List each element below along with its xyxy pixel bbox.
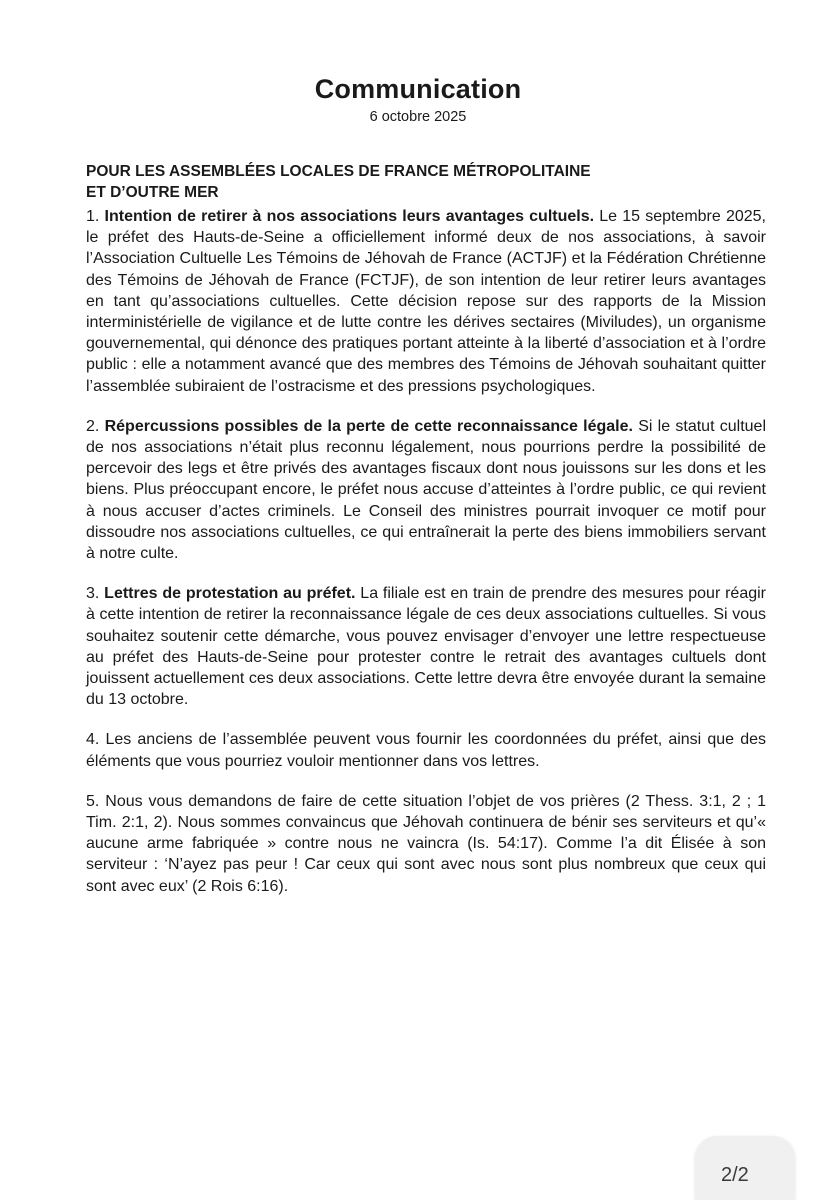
paragraph-1-title: Intention de retirer à nos associations leurs avantages cultuels.	[104, 208, 595, 225]
document-body	[86, 206, 766, 916]
page-indicator[interactable]	[695, 1136, 795, 1200]
paragraph-5	[86, 791, 766, 897]
document-title: Communication	[314, 74, 522, 104]
paragraph-4	[86, 729, 766, 771]
paragraph-3-text: La filiale est en train de prendre des mesures pour réagir à cette intention de retirer la reconnaissance légale de ces deux associations cultuelles. Si vous souhaitez soutenir cette démarche, vous pouvez envisager d’envoyer une lettre respectueuse au préfet des Hauts-de-Seine pour protester contre le retrait des avantages cultuels dont jouissent actuellement ces deux associations. Cette lettre devra être envoyée durant la semaine du 13 octobre.	[86, 585, 767, 709]
paragraph-3	[86, 583, 766, 710]
section-heading-line2: ET D’OUTRE MER	[86, 184, 219, 201]
section-heading	[86, 161, 726, 203]
document-date: 6 octobre 2025	[369, 109, 467, 125]
paragraph-3-number: 3.	[86, 585, 105, 603]
page-indicator-label: 2/2	[721, 1164, 749, 1186]
paragraph-1-number: 1.	[86, 208, 105, 225]
paragraph-2-number: 2.	[86, 417, 105, 435]
paragraph-5-text: 5. Nous vous demandons de faire de cette situation l’objet de vos prières (2 Thess. 3:1, 2 ; 1 Tim. 2:1, 2). Nous sommes convaincus que Jéhovah continuera de bénir ses serviteurs et qu’« aucune arme fabriquée » contre nous ne vaincra (Is. 54:17). Comme l’a dit Élisée à son serviteur : ‘N’ayez pas peur ! Car ceux qui sont avec nous sont plus nombreux que ceux qui sont avec eux’ (2 Rois 6:16).	[86, 792, 766, 895]
paragraph-2-title: Répercussions possibles de la perte de cette reconnaissance légale.	[104, 417, 633, 435]
paragraph-4-text: 4. Les anciens de l’assemblée peuvent vous fournir les coordonnées du préfet, ainsi que des éléments que vous pourriez vouloir mentionner dans vos lettres.	[86, 731, 766, 770]
paragraph-3-title: Lettres de protestation au préfet.	[104, 585, 356, 603]
paragraph-2	[86, 416, 766, 564]
section-heading-line1: POUR LES ASSEMBLÉES LOCALES DE FRANCE MÉTROPOLITAINE	[86, 163, 591, 180]
paragraph-1	[86, 206, 766, 397]
paragraph-1-text: Le 15 septembre 2025, le préfet des Hauts-de-Seine a officiellement informé deux de nos associations, à savoir l’Association Cultuelle Les Témoins de Jéhovah de France (ACTJF) et la Fédération Chrétienne des Témoins de Jéhovah de France (FCTJF), de son intention de leur retirer leurs avantages en tant qu’associations cultuelles. Cette décision repose sur des rapports de la Mission interministérielle de vigilance et de lutte contre les dérives sectaires (Miviludes), un organisme gouvernemental, qui dénonce des pratiques portant atteinte à la liberté d’association et à l’ordre public : elle a notamment avancé que des membres des Témoins de Jéhovah souhaitant quitter l’assemblée subiraient de l’ostracisme et des pressions psychologiques.	[86, 208, 766, 395]
paragraph-2-text: Si le statut cultuel de nos associations n’était plus reconnu légalement, nous pourrions perdre la possibilité de percevoir des legs et être privés des avantages fiscaux dont nous jouissons sur les dons et les biens. Plus préoccupant encore, le préfet nous accuse d’atteintes à l’ordre public, ce qui revient à nous accuser d’actes criminels. Le Conseil des ministres pourrait invoquer ce motif pour dissoudre nos associations cultuelles, ce qui entraînerait la perte des biens immobiliers servant à notre culte.	[86, 417, 766, 563]
